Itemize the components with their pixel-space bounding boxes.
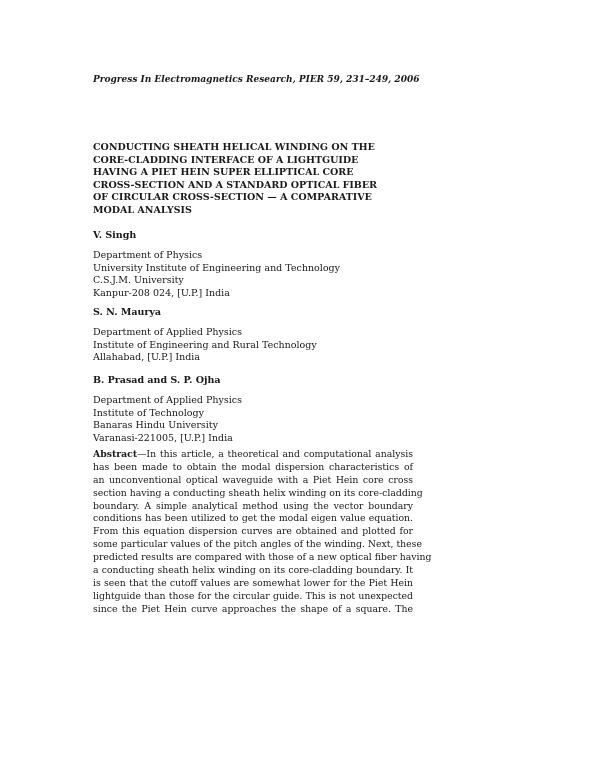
affiliation-line: Varanasi-221005, [U.P.] India (93, 432, 233, 444)
affiliation-line: C.S.J.M. University (93, 275, 184, 286)
title-line: CROSS-SECTION AND A STANDARD OPTICAL FIBER (93, 179, 377, 191)
abstract-line: conditions has been utilized to get the modal eigen value equation. (93, 513, 413, 525)
abstract (93, 449, 432, 617)
author-name: S. N. Maurya (93, 307, 162, 318)
affiliation-line: Department of Physics (93, 250, 203, 261)
abstract-line: some particular values of the pitch angles of the winding. Next, these (93, 539, 422, 551)
abstract-line: boundary. A simple analytical method using the vector boundary (93, 500, 413, 512)
title-line: OF CIRCULAR CROSS-SECTION — A COMPARATIVE (93, 192, 372, 204)
abstract-line: From this equation dispersion curves are obtained and plotted for (93, 526, 413, 538)
author-affiliation (93, 250, 340, 300)
affiliation-line: Department of Applied Physics (93, 327, 242, 338)
affiliation-line: Allahabad, [U.P.] India (93, 352, 200, 363)
author-name: B. Prasad and S. P. Ojha (93, 375, 221, 386)
abstract-line: section having a conducting sheath helix winding on its core-cladding (93, 487, 423, 499)
affiliation-line: Kanpur-208 024, [U.P.] India (93, 287, 230, 299)
affiliation-line: Banaras Hindu University (93, 420, 218, 431)
title-line: MODAL ANALYSIS (93, 204, 192, 216)
affiliation-line: University Institute of Engineering and Technology (93, 262, 340, 274)
title-line: CONDUCTING SHEATH HELICAL WINDING ON THE (93, 142, 375, 153)
paper-title (93, 142, 433, 218)
abstract-line: is seen that the cutoff values are somewhat lower for the Piet Hein (93, 577, 413, 589)
author-affiliation (93, 327, 317, 365)
abstract-line: a conducting sheath helix winding on its core-cladding boundary. It (93, 565, 413, 577)
affiliation-line: Institute of Engineering and Rural Technology (93, 339, 317, 351)
abstract-line: an unconventional optical waveguide with a Piet Hein core cross (93, 474, 413, 486)
title-line: HAVING A PIET HEIN SUPER ELLIPTICAL CORE (93, 167, 354, 179)
affiliation-line: Department of Applied Physics (93, 395, 242, 406)
abstract-line: predicted results are compared with those of a new optical fiber having (93, 552, 432, 564)
abstract-line: lightguide than those for the circular guide. This is not unexpected (93, 590, 413, 602)
author-name: V. Singh (93, 230, 137, 241)
abstract-label: Abstract (93, 449, 138, 460)
abstract-line: Abstract—In this article, a theoretical and computational analysis (93, 449, 413, 460)
journal-header: Progress In Electromagnetics Research, PIER 59, 231–249, 2006 (93, 75, 420, 85)
author-affiliation (93, 395, 242, 445)
affiliation-line: Institute of Technology (93, 407, 204, 419)
title-line: CORE-CLADDING INTERFACE OF A LIGHTGUIDE (93, 154, 359, 166)
abstract-line: since the Piet Hein curve approaches the shape of a square. The (93, 603, 413, 615)
abstract-line: has been made to obtain the modal dispersion characteristics of (93, 461, 413, 473)
